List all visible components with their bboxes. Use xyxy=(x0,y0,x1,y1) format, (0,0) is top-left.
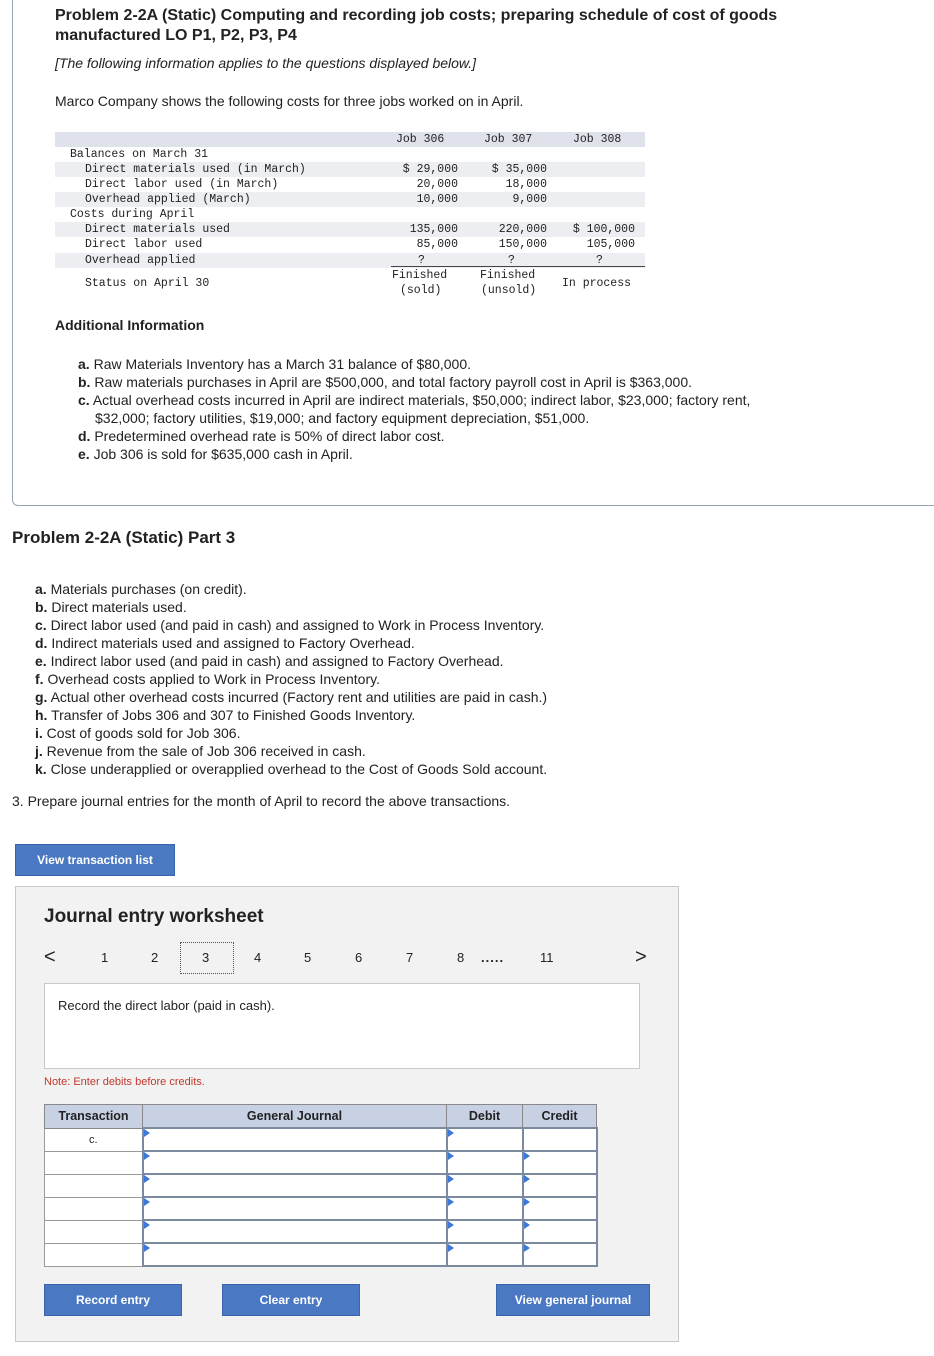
debit-input[interactable] xyxy=(447,1197,523,1220)
input-marker-icon xyxy=(524,1244,530,1252)
input-marker-icon xyxy=(448,1198,454,1206)
col-header-job307: Job 307 xyxy=(484,133,533,146)
page-ellipsis: ..... xyxy=(481,950,505,965)
input-marker-icon xyxy=(448,1129,454,1137)
list-item: b. Raw materials purchases in April are $500,000, and total factory payroll cost in April is $363,000. xyxy=(78,374,693,390)
applies-note: [The following information applies to the questions displayed below.] xyxy=(55,55,477,71)
cell: 135,000 xyxy=(409,223,458,236)
cell: (unsold) xyxy=(481,284,537,297)
cell: Finished xyxy=(480,269,536,282)
list-item: g. Actual other overhead costs incurred (Factory rent and utilities are paid in cash.) xyxy=(35,689,548,705)
cell: 20,000 xyxy=(416,178,458,191)
input-marker-icon xyxy=(524,1175,530,1183)
cell: ? xyxy=(508,254,515,267)
question-3: 3. Prepare journal entries for the month of April to record the above transactions. xyxy=(12,793,511,809)
additional-info-title: Additional Information xyxy=(55,317,205,333)
dropdown-marker-icon xyxy=(144,1198,150,1206)
cell: ? xyxy=(418,254,425,267)
view-general-journal-button[interactable]: View general journal xyxy=(496,1284,650,1316)
input-marker-icon xyxy=(448,1152,454,1160)
transaction-cell xyxy=(45,1197,143,1220)
cell: (sold) xyxy=(400,284,442,297)
credit-input[interactable] xyxy=(523,1151,597,1174)
transaction-cell xyxy=(45,1174,143,1197)
transaction-list xyxy=(35,580,835,778)
col-transaction: Transaction xyxy=(45,1105,143,1129)
row-label: Direct materials used xyxy=(85,223,230,236)
cell: ? xyxy=(596,254,603,267)
account-dropdown[interactable] xyxy=(143,1128,447,1151)
cell: Finished xyxy=(392,269,448,282)
page-7[interactable]: 7 xyxy=(406,950,414,965)
list-item: c. Actual overhead costs incurred in April are indirect materials, $50,000; indirect labor, $23,000; factory rent, xyxy=(78,392,751,408)
row-label: Direct labor used (in March) xyxy=(85,178,279,191)
account-dropdown[interactable] xyxy=(143,1174,447,1197)
transaction-cell xyxy=(45,1220,143,1243)
record-entry-button[interactable]: Record entry xyxy=(44,1284,182,1316)
credit-input[interactable] xyxy=(523,1128,597,1151)
table-row xyxy=(45,1197,597,1220)
cell: 105,000 xyxy=(586,238,635,251)
col-header-job306: Job 306 xyxy=(396,133,445,146)
table-row xyxy=(45,1174,597,1197)
page-5[interactable]: 5 xyxy=(304,950,312,965)
cell: $ 100,000 xyxy=(572,223,635,236)
col-debit: Debit xyxy=(447,1105,523,1129)
table-row xyxy=(45,1243,597,1266)
account-dropdown[interactable] xyxy=(143,1151,447,1174)
transaction-cell xyxy=(45,1151,143,1174)
cell: 150,000 xyxy=(498,238,547,251)
list-item: b. Direct materials used. xyxy=(35,599,187,615)
page-11[interactable]: 11 xyxy=(540,950,554,965)
page-6[interactable]: 6 xyxy=(355,950,363,965)
dropdown-marker-icon xyxy=(144,1129,150,1137)
credit-input[interactable] xyxy=(523,1220,597,1243)
page-1[interactable]: 1 xyxy=(101,950,109,965)
cell: $ 29,000 xyxy=(402,163,458,176)
cell: In process xyxy=(562,277,632,290)
credit-input[interactable] xyxy=(523,1174,597,1197)
debit-input[interactable] xyxy=(447,1128,523,1151)
list-item: e. Indirect labor used (and paid in cash) and assigned to Factory Overhead. xyxy=(35,653,504,669)
input-marker-icon xyxy=(524,1221,530,1229)
row-label: Overhead applied (March) xyxy=(85,193,251,206)
input-marker-icon xyxy=(524,1152,530,1160)
debit-input[interactable] xyxy=(447,1151,523,1174)
row-label: Direct labor used xyxy=(85,238,203,251)
list-item: e. Job 306 is sold for $635,000 cash in April. xyxy=(78,446,353,462)
list-item: a. Raw Materials Inventory has a March 31 balance of $80,000. xyxy=(78,356,472,372)
page-8[interactable]: 8 xyxy=(457,950,465,965)
dropdown-marker-icon xyxy=(144,1244,150,1252)
section-balances: Balances on March 31 xyxy=(70,148,209,161)
list-item: d. Indirect materials used and assigned to Factory Overhead. xyxy=(35,635,415,651)
prompt-box xyxy=(44,983,640,1069)
list-item: $32,000; factory utilities, $19,000; and factory equipment depreciation, $51,000. xyxy=(95,410,590,426)
cell: 10,000 xyxy=(416,193,458,206)
next-page-icon[interactable]: > xyxy=(635,946,647,968)
intro-text: Marco Company shows the following costs for three jobs worked on in April. xyxy=(55,93,524,109)
debit-input[interactable] xyxy=(447,1174,523,1197)
row-label: Status on April 30 xyxy=(85,277,210,290)
list-item: d. Predetermined overhead rate is 50% of direct labor cost. xyxy=(78,428,445,444)
cell: 9,000 xyxy=(512,193,547,206)
problem-title: Problem 2-2A (Static) Computing and recording job costs; preparing schedule of cost of goods manufactured LO P1, P2, P3, P4 xyxy=(55,7,778,44)
table-row xyxy=(45,1151,597,1174)
debits-note: Note: Enter debits before credits. xyxy=(44,1076,205,1088)
part-title: Problem 2-2A (Static) Part 3 xyxy=(12,528,236,547)
prompt-text: Record the direct labor (paid in cash). xyxy=(58,998,275,1013)
table-row xyxy=(45,1220,597,1243)
row-label: Direct materials used (in March) xyxy=(85,163,306,176)
cell: 18,000 xyxy=(505,178,547,191)
account-dropdown[interactable] xyxy=(143,1197,447,1220)
col-header-job308: Job 308 xyxy=(573,133,622,146)
credit-input[interactable] xyxy=(523,1197,597,1220)
section-april: Costs during April xyxy=(70,208,195,221)
list-item: f. Overhead costs applied to Work in Process Inventory. xyxy=(35,671,380,687)
debit-input[interactable] xyxy=(447,1243,523,1266)
page-3[interactable]: 3 xyxy=(202,950,210,965)
worksheet-title: Journal entry worksheet xyxy=(44,906,264,927)
dropdown-marker-icon xyxy=(144,1221,150,1229)
transaction-cell xyxy=(45,1243,143,1266)
list-item: c. Direct labor used (and paid in cash) and assigned to Work in Process Inventory. xyxy=(35,617,545,633)
account-dropdown[interactable] xyxy=(143,1243,447,1266)
table-row xyxy=(45,1128,597,1151)
cell: 220,000 xyxy=(498,223,547,236)
debit-input[interactable] xyxy=(447,1220,523,1243)
view-transaction-list-button[interactable]: View transaction list xyxy=(15,844,175,876)
list-item: i. Cost of goods sold for Job 306. xyxy=(35,725,241,741)
input-marker-icon xyxy=(524,1198,530,1206)
list-item: j. Revenue from the sale of Job 306 received in cash. xyxy=(35,743,366,759)
input-marker-icon xyxy=(448,1175,454,1183)
list-item: a. Materials purchases (on credit). xyxy=(35,581,247,597)
clear-entry-button[interactable]: Clear entry xyxy=(222,1284,360,1316)
page-4[interactable]: 4 xyxy=(254,950,262,965)
cell: 85,000 xyxy=(416,238,458,251)
journal-table xyxy=(44,1104,598,1267)
cell: $ 35,000 xyxy=(491,163,547,176)
account-dropdown[interactable] xyxy=(143,1220,447,1243)
page-2[interactable]: 2 xyxy=(151,950,159,965)
dropdown-marker-icon xyxy=(144,1175,150,1183)
col-credit: Credit xyxy=(523,1105,597,1129)
credit-input[interactable] xyxy=(523,1243,597,1266)
input-marker-icon xyxy=(448,1244,454,1252)
list-item: k. Close underapplied or overapplied overhead to the Cost of Goods Sold account. xyxy=(35,761,548,777)
additional-info-list xyxy=(78,355,868,463)
list-item: h. Transfer of Jobs 306 and 307 to Finished Goods Inventory. xyxy=(35,707,416,723)
transaction-cell: c. xyxy=(45,1128,143,1151)
row-label: Overhead applied xyxy=(85,254,196,267)
dropdown-marker-icon xyxy=(144,1152,150,1160)
prev-page-icon[interactable]: < xyxy=(44,946,56,968)
input-marker-icon xyxy=(448,1221,454,1229)
col-general-journal: General Journal xyxy=(143,1105,447,1129)
